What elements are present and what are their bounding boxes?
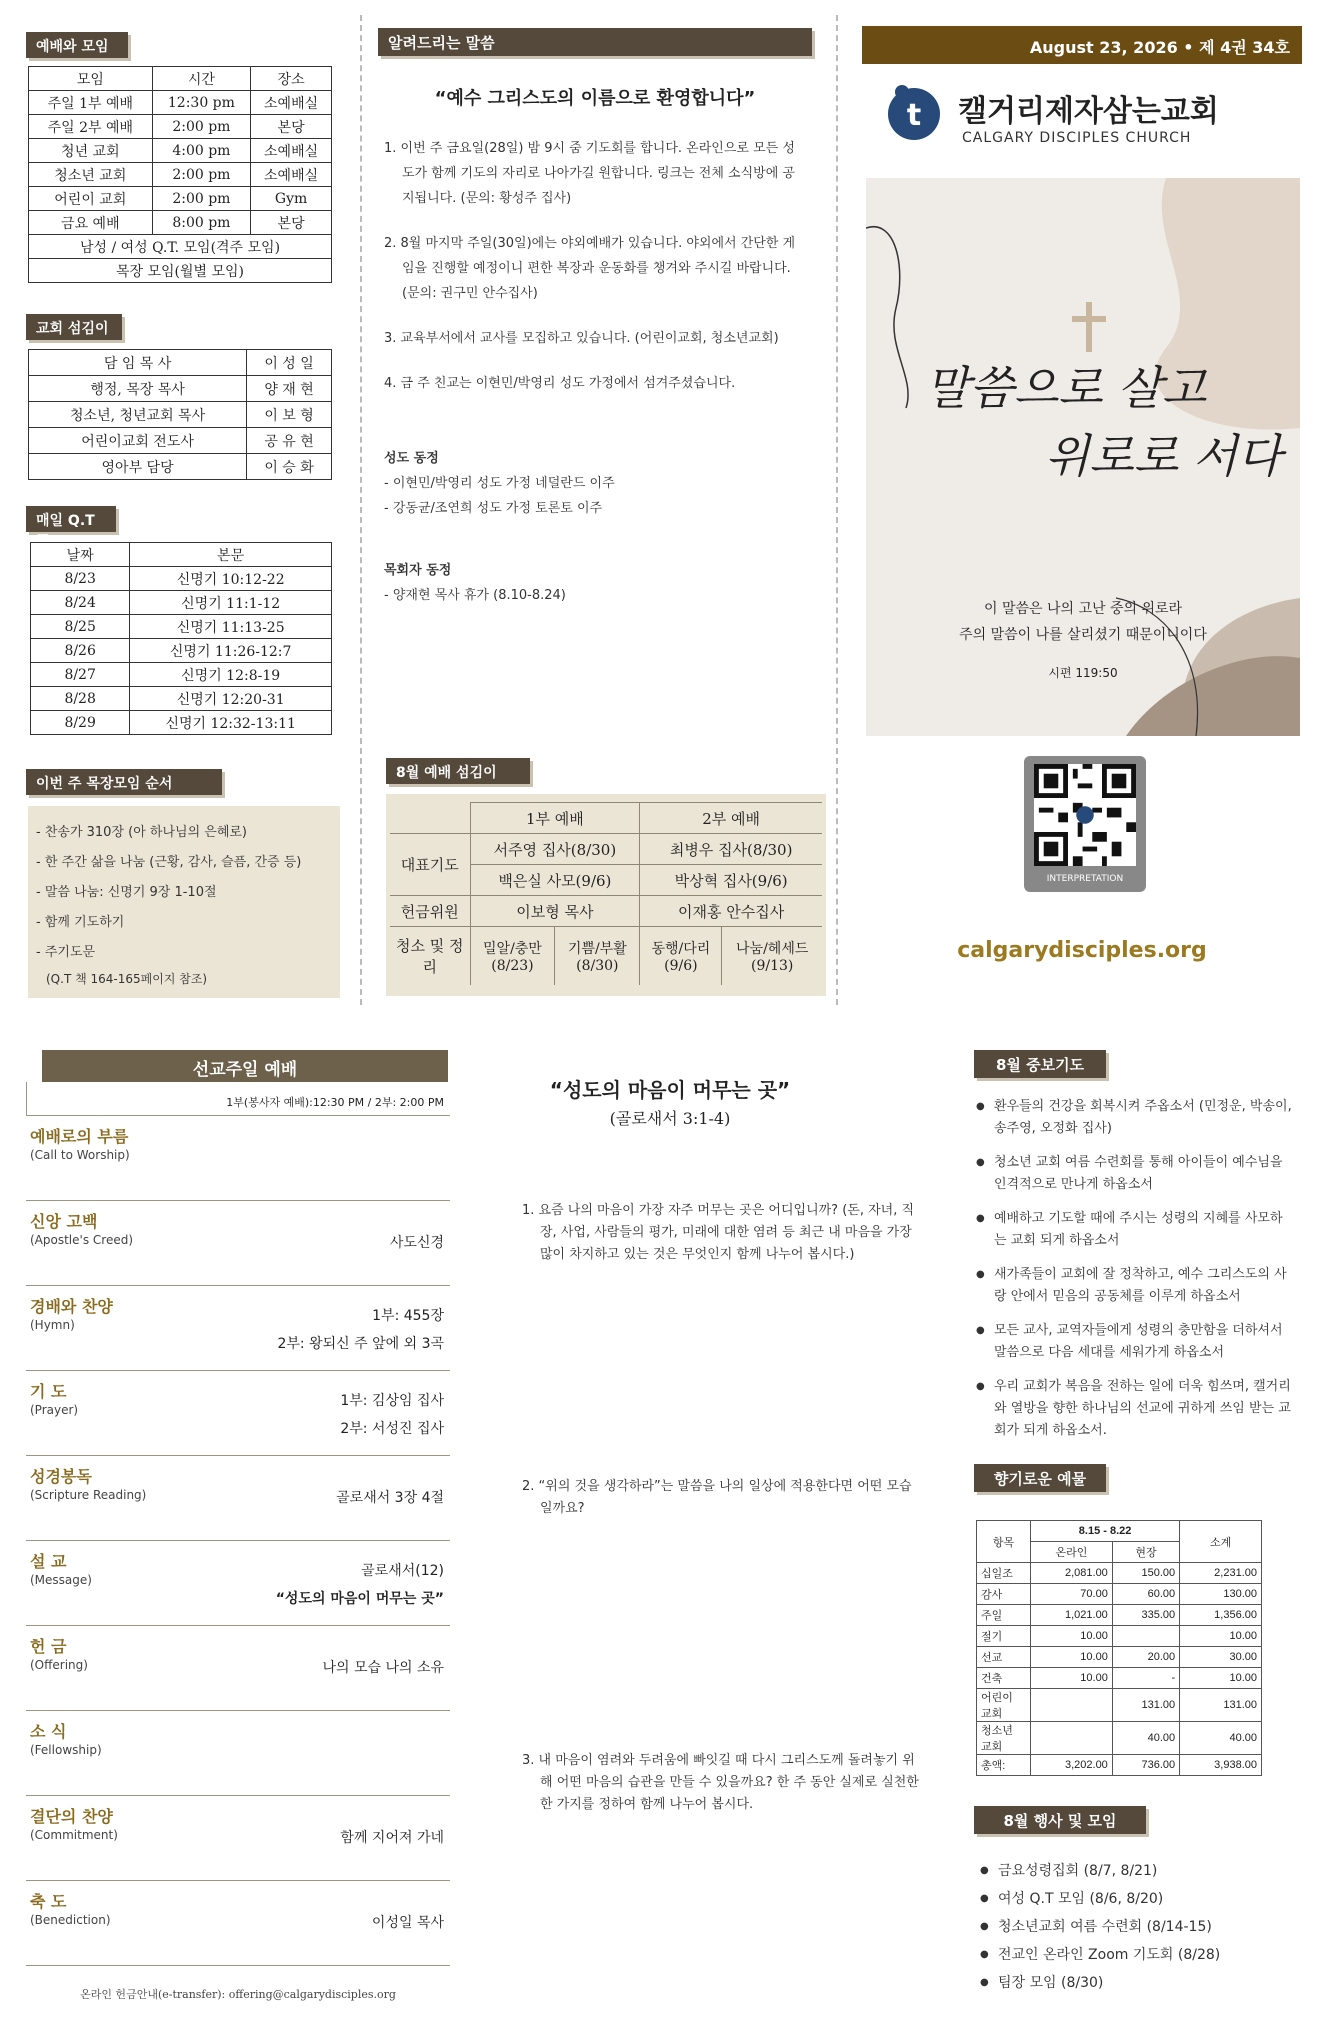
notices-heading: 알려드리는 말씀: [378, 28, 812, 56]
order-item-english: (Apostle's Creed): [30, 1233, 134, 1247]
prayer-item: ● 환우들의 건강을 회복시켜 주옵소서 (민정운, 박송이, 송주영, 오정화 집사): [976, 1096, 1294, 1140]
qr-label: INTERPRETATION: [1046, 874, 1124, 884]
serving-cell: 이보형 목사: [470, 896, 640, 927]
table-row: [31, 663, 332, 687]
offering-table: [976, 1520, 1262, 1776]
issue-date-banner: August 23, 2026 • 제 4권 34호: [862, 26, 1302, 64]
event-item: ● 팀장 모임 (8/30): [980, 1972, 1280, 1994]
list-item: - 찬송가 310장 (아 하나님의 은혜로): [36, 825, 248, 840]
table-row: [977, 1584, 1262, 1605]
order-item-title: 소 식: [30, 1722, 67, 1741]
order-item-value: 1부: 455장 2부: 왕되신 주 앞에 외 3곡: [277, 1308, 444, 1352]
table-cell: 3,938.00: [1180, 1755, 1262, 1776]
table-row: [29, 454, 332, 480]
serving-cell: 기쁨/부활 (8/30): [555, 927, 640, 985]
event-item: ● 여성 Q.T 모임 (8/6, 8/20): [980, 1888, 1280, 1910]
cover-title-line1: 말씀으로 살고: [925, 361, 1207, 415]
serving-box: [386, 794, 826, 996]
table-cell: 2:00 pm: [152, 163, 251, 187]
order-item: [26, 1711, 450, 1796]
worship-times-heading: 예배와 모임: [26, 32, 128, 58]
qt-header: 본문: [130, 543, 332, 567]
table-cell: 소예배실: [251, 139, 332, 163]
table-cell: 청소년 교회: [977, 1722, 1031, 1755]
qt-table: [30, 542, 332, 735]
table-cell: 청년 교회: [29, 139, 153, 163]
table-row: [977, 1647, 1262, 1668]
table-cell: 십일조: [977, 1563, 1031, 1584]
serving-heading: 8월 예배 섬김이: [386, 758, 530, 784]
worship-times-header: 모임: [29, 67, 153, 91]
table-cell: 10.00: [1180, 1668, 1262, 1689]
member-news-item: - 강동균/조연희 성도 가정 토론토 이주: [384, 501, 603, 516]
table-row: [29, 187, 332, 211]
worship-times-table: [28, 66, 332, 283]
order-item-english: (Fellowship): [30, 1743, 102, 1757]
table-cell: 신명기 11:26-12:7: [130, 639, 332, 663]
member-news-title: 성도 동정: [384, 451, 439, 466]
offering-heading: 향기로운 예물: [974, 1464, 1106, 1492]
cover-verse-line: 이 말씀은 나의 고난 중의 위로라: [983, 601, 1183, 617]
prayer-list: [976, 1096, 1294, 1454]
table-cell: 어린이 교회: [977, 1689, 1031, 1722]
order-item-value: 이성일 목사: [371, 1915, 444, 1931]
cover-verse-ref: 시편 119:50: [1048, 666, 1118, 680]
group-order-note: (Q.T 책 164-165페이지 참조): [46, 972, 208, 986]
table-cell: 1,021.00: [1031, 1605, 1113, 1626]
column-divider: [836, 15, 838, 1005]
prayer-item: ● 모든 교사, 교역자들에게 성령의 충만함을 더하셔서 말씀으로 다음 세대를 세워가게 하옵소서: [976, 1320, 1294, 1364]
table-cell: 131.00: [1112, 1689, 1179, 1722]
table-cell: 주일: [977, 1605, 1031, 1626]
table-cell: 150.00: [1112, 1563, 1179, 1584]
table-cell: 130.00: [1180, 1584, 1262, 1605]
qr-code-icon: [1034, 764, 1136, 866]
order-item-title: 축 도: [30, 1892, 67, 1911]
table-row: [31, 711, 332, 735]
order-item-english: (Call to Worship): [30, 1148, 130, 1162]
list-item: - 주기도문: [36, 945, 96, 960]
table-cell: 30.00: [1180, 1647, 1262, 1668]
order-item-english: (Benediction): [30, 1913, 111, 1927]
table-cell: 8/23: [31, 567, 130, 591]
table-cell: 131.00: [1180, 1689, 1262, 1722]
table-row: [29, 91, 332, 115]
table-cell: 8/27: [31, 663, 130, 687]
table-cell: 10.00: [1031, 1647, 1113, 1668]
table-cell: 이 성 일: [247, 350, 332, 376]
event-item: ● 금요성령집회 (8/7, 8/21): [980, 1860, 1280, 1882]
table-cell: 8/24: [31, 591, 130, 615]
order-item-value: 함께 지어져 가네: [340, 1830, 444, 1846]
table-cell: 신명기 11:13-25: [130, 615, 332, 639]
worship-times-header: 시간: [152, 67, 251, 91]
serving-cell: 동행/다리 (9/6): [640, 927, 722, 985]
offering-header: 온라인: [1031, 1542, 1113, 1563]
order-item-english: (Offering): [30, 1658, 88, 1672]
table-row: [31, 687, 332, 711]
staff-table: [28, 349, 332, 480]
cover-verse: [880, 596, 1286, 648]
table-row: [977, 1668, 1262, 1689]
prayer-item: ● 청소년 교회 여름 수련회를 통해 아이들이 예수님을 인격적으로 만나게 하옵소서: [976, 1152, 1294, 1196]
table-cell: 8/26: [31, 639, 130, 663]
table-cell: 335.00: [1112, 1605, 1179, 1626]
table-cell: 3,202.00: [1031, 1755, 1113, 1776]
table-cell: 8:00 pm: [152, 211, 251, 235]
table-cell: 공 유 현: [247, 428, 332, 454]
table-row: [31, 615, 332, 639]
table-cell: 건축: [977, 1668, 1031, 1689]
staff-heading: 교회 섬김이: [26, 314, 122, 340]
event-item: ● 전교인 온라인 Zoom 기도회 (8/28): [980, 1944, 1280, 1966]
church-logo: [884, 80, 944, 140]
order-item-english: (Prayer): [30, 1403, 79, 1417]
table-cell: 1,356.00: [1180, 1605, 1262, 1626]
table-cell: 8/28: [31, 687, 130, 711]
order-item: [26, 1201, 450, 1286]
order-item-english: (Message): [30, 1573, 92, 1587]
sermon-question-2: 2. “위의 것을 생각하라”는 말씀을 나의 일상에 적용한다면 어떤 모습일까요?: [522, 1479, 912, 1516]
order-item: [26, 1541, 450, 1626]
order-item-english: (Commitment): [30, 1828, 118, 1842]
table-row: [29, 376, 332, 402]
order-item-value: 1부: 김상임 집사 2부: 서성진 집사: [340, 1393, 444, 1437]
table-row: [29, 163, 332, 187]
table-cell: 이 승 화: [247, 454, 332, 480]
order-item: [26, 1626, 450, 1711]
svg-text:t: t: [906, 98, 922, 133]
table-cell: 10.00: [1031, 1668, 1113, 1689]
table-cell: 20.00: [1112, 1647, 1179, 1668]
notice-item: 3. 교육부서에서 교사를 모집하고 있습니다. (어린이교회, 청소년교회): [384, 331, 779, 346]
table-cell: 신명기 12:8-19: [130, 663, 332, 687]
table-row: [31, 591, 332, 615]
table-cell: -: [1112, 1668, 1179, 1689]
serving-col2: 2부 예배: [640, 803, 822, 834]
table-row: [29, 139, 332, 163]
notice-item: 1. 이번 주 금요일(28일) 밤 9시 줌 기도회를 합니다. 온라인으로 모든 성도가 함께 기도의 자리로 나아가길 원합니다. 링크는 전체 소식방에 공지됩니다. (문의: 황성주 집사): [384, 141, 795, 206]
order-item-title: 헌 금: [30, 1637, 67, 1656]
serving-prayer-label: 대표기도: [390, 834, 470, 896]
notice-item: 2. 8월 마지막 주일(30일)에는 야외예배가 있습니다. 야외에서 간단한 게임을 진행할 예정이니 편한 복장과 운동화를 챙겨와 주시길 바랍니다. (문의: 권구민 안수집사): [384, 236, 796, 301]
table-cell: [1031, 1689, 1113, 1722]
table-cell: 주일 2부 예배: [29, 115, 153, 139]
qt-header: 날짜: [31, 543, 130, 567]
table-cell: 신명기 12:32-13:11: [130, 711, 332, 735]
serving-cell: 최병우 집사(8/30): [640, 834, 822, 865]
website-link[interactable]: calgarydisciples.org: [957, 938, 1207, 963]
table-cell: 신명기 10:12-22: [130, 567, 332, 591]
table-cell: 행정, 목장 목사: [29, 376, 247, 402]
pastor-news-title: 목회자 동정: [384, 563, 452, 578]
table-cell: 주일 1부 예배: [29, 91, 153, 115]
table-row: [29, 428, 332, 454]
table-cell: 신명기 11:1-12: [130, 591, 332, 615]
event-item: ● 청소년교회 여름 수련회 (8/14-15): [980, 1916, 1280, 1938]
table-cell: 선교: [977, 1647, 1031, 1668]
qt-heading: 매일 Q.T표: [26, 506, 116, 532]
table-cell: Gym: [251, 187, 332, 211]
table-cell: 남성 / 여성 Q.T. 모임(격주 모임): [29, 235, 332, 259]
table-cell: 영아부 담당: [29, 454, 247, 480]
pastor-news: [384, 558, 804, 608]
table-cell: 소예배실: [251, 163, 332, 187]
order-item-value: 나의 모습 나의 소유: [322, 1660, 444, 1676]
sermon-title: “성도의 마음이 머무는 곳”: [549, 1078, 791, 1102]
table-cell: 2:00 pm: [152, 187, 251, 211]
prayer-item: ● 예배하고 기도할 때에 주시는 성령의 지혜를 사모하는 교회 되게 하옵소서: [976, 1208, 1294, 1252]
order-item-title: 경배와 찬양: [30, 1297, 113, 1316]
prayer-item: ● 우리 교회가 복음을 전하는 일에 더욱 힘쓰며, 캘거리와 열방을 향한 하나님의 선교에 귀하게 쓰임 받는 교회가 되게 하옵소서.: [976, 1376, 1294, 1442]
list-item: - 한 주간 삶을 나눔 (근황, 감사, 슬픔, 간증 등): [36, 855, 302, 870]
notices-list: [384, 136, 804, 396]
table-cell: 8/29: [31, 711, 130, 735]
serving-cell: 서주영 집사(8/30): [470, 834, 640, 865]
list-item: - 말씀 나눔: 신명기 9장 1-10절: [36, 885, 217, 900]
table-row: [29, 235, 332, 259]
column-divider: [360, 15, 362, 1005]
pastor-news-item: - 양재현 목사 휴가 (8.10-8.24): [384, 588, 566, 603]
order-item: [26, 1881, 450, 1966]
serving-cell: 밀알/충만 (8/23): [470, 927, 555, 985]
table-cell: [1112, 1626, 1179, 1647]
serving-cell: 박상혁 집사(9/6): [640, 865, 822, 896]
table-cell: 청소년, 청년교회 목사: [29, 402, 247, 428]
serving-col1: 1부 예배: [470, 803, 640, 834]
table-row: [29, 115, 332, 139]
offering-period: 8.15 - 8.22: [1031, 1521, 1180, 1542]
table-cell: 담 임 목 사: [29, 350, 247, 376]
serving-cell: 나눔/헤세드 (9/13): [722, 927, 822, 985]
table-cell: 신명기 12:20-31: [130, 687, 332, 711]
order-item: [26, 1116, 450, 1201]
table-row: [977, 1605, 1262, 1626]
table-row: [977, 1755, 1262, 1776]
sermon-question-1: 1. 요즘 나의 마음이 가장 자주 머무는 곳은 어디입니까? (돈, 자녀, 직장, 사업, 사람들의 평가, 미래에 대한 염려 등 최근 내 마음을 가장 많이 차지하고 있는 것은 무엇인지 함께 나누어 봅시다.): [522, 1203, 915, 1262]
table-cell: 10.00: [1180, 1626, 1262, 1647]
table-cell: 40.00: [1180, 1722, 1262, 1755]
order-item-english: (Hymn): [30, 1318, 75, 1332]
table-cell: 60.00: [1112, 1584, 1179, 1605]
table-cell: 소예배실: [251, 91, 332, 115]
offering-header: 소계: [1180, 1521, 1262, 1563]
table-row: [31, 567, 332, 591]
table-row: [977, 1563, 1262, 1584]
table-cell: 양 재 현: [247, 376, 332, 402]
order-item: [26, 1286, 450, 1371]
table-cell: 절기: [977, 1626, 1031, 1647]
order-item-value: 사도신경: [389, 1235, 444, 1251]
table-row: [977, 1689, 1262, 1722]
order-item-value: 골로새서(12) “성도의 마음이 머무는 곳”: [275, 1563, 444, 1607]
list-item: - 함께 기도하기: [36, 915, 125, 930]
table-cell: 12:30 pm: [152, 91, 251, 115]
serving-clean-label: 청소 및 정리: [390, 927, 470, 985]
cover-title-line2: 위로로 서다: [1045, 429, 1282, 483]
table-cell: 4:00 pm: [152, 139, 251, 163]
order-item-english: (Scripture Reading): [30, 1488, 147, 1502]
cover-verse-line: 주의 말씀이 나를 살리셨기 때문이니이다: [959, 627, 1207, 643]
table-cell: [1031, 1722, 1113, 1755]
table-cell: 70.00: [1031, 1584, 1113, 1605]
sermon-question-3: 3. 내 마음이 염려와 두려움에 빠잇길 때 다시 그리스도께 돌려놓기 위해 어떤 마음의 습관을 만들 수 있을까요? 한 주 동안 실제로 실천한 한 가지를 정하여 함께 나누어 봅시다.: [522, 1753, 919, 1812]
table-cell: 2,081.00: [1031, 1563, 1113, 1584]
prayer-heading: 8월 중보기도: [974, 1050, 1106, 1078]
table-cell: 청소년 교회: [29, 163, 153, 187]
worship-times-header: 장소: [251, 67, 332, 91]
table-row: [29, 350, 332, 376]
table-cell: 이 보 형: [247, 402, 332, 428]
order-item-value: 골로새서 3장 4절: [336, 1490, 444, 1506]
table-cell: 어린이교회 전도사: [29, 428, 247, 454]
serving-usher-label: 헌금위원: [390, 896, 470, 927]
notices-headline: “예수 그리스도의 이름으로 환영합니다”: [434, 88, 756, 109]
order-item: [26, 1371, 450, 1456]
events-list: [980, 1860, 1280, 2000]
group-order-box: [28, 806, 340, 998]
member-news: [384, 446, 804, 521]
group-order-heading: 이번 주 목장모임 순서: [26, 769, 222, 795]
table-row: [977, 1626, 1262, 1647]
serving-cell: 백은실 사모(9/6): [470, 865, 640, 896]
table-cell: 총액:: [977, 1755, 1031, 1776]
table-cell: 감사: [977, 1584, 1031, 1605]
online-offering-info: 온라인 헌금안내(e-transfer): offering@calgarydisciples.org: [80, 1988, 396, 2001]
order-item: [26, 1456, 450, 1541]
table-cell: 736.00: [1112, 1755, 1179, 1776]
table-row: [31, 639, 332, 663]
notice-item: 4. 금 주 친교는 이현민/박영리 성도 가정에서 섬겨주셨습니다.: [384, 376, 736, 391]
table-cell: 금요 예배: [29, 211, 153, 235]
order-subtitle: 1부(봉사자 예배):12:30 PM / 2부: 2:00 PM: [226, 1096, 444, 1109]
table-cell: 어린이 교회: [29, 187, 153, 211]
order-item-title: 예배로의 부름: [30, 1127, 129, 1146]
member-news-item: - 이현민/박영리 성도 가정 네덜란드 이주: [384, 476, 615, 491]
order-item-title: 결단의 찬양: [30, 1807, 113, 1826]
table-cell: 2:00 pm: [152, 115, 251, 139]
table-cell: 2,231.00: [1180, 1563, 1262, 1584]
table-cell: 40.00: [1112, 1722, 1179, 1755]
order-heading: 선교주일 예배: [42, 1050, 448, 1082]
table-cell: 본당: [251, 211, 332, 235]
order-item-title: 설 교: [30, 1552, 67, 1571]
order-item-title: 신앙 고백: [30, 1212, 98, 1231]
table-cell: 목장 모임(월별 모임): [29, 259, 332, 283]
order-item-title: 기 도: [30, 1382, 67, 1401]
qr-code[interactable]: [1024, 756, 1146, 892]
table-row: [29, 402, 332, 428]
offering-header: 현장: [1112, 1542, 1179, 1563]
table-row: [29, 211, 332, 235]
events-heading: 8월 행사 및 모임: [974, 1806, 1146, 1834]
prayer-item: ● 새가족들이 교회에 잘 정착하고, 예수 그리스도의 사랑 안에서 믿음의 공동체를 이루게 하옵소서: [976, 1264, 1294, 1308]
table-row: [29, 259, 332, 283]
table-cell: 8/25: [31, 615, 130, 639]
church-name-en: CALGARY DISCIPLES CHURCH: [962, 130, 1192, 146]
table-cell: 본당: [251, 115, 332, 139]
order-item-title: 성경봉독: [30, 1467, 92, 1486]
offering-header: 항목: [977, 1521, 1031, 1563]
church-name-ko: 캘거리제자삼는교회: [958, 94, 1219, 129]
table-row: [977, 1722, 1262, 1755]
sermon-reference: (골로새서 3:1-4): [609, 1109, 731, 1128]
table-cell: 10.00: [1031, 1626, 1113, 1647]
order-item: [26, 1796, 450, 1881]
serving-cell: 이재홍 안수집사: [640, 896, 822, 927]
